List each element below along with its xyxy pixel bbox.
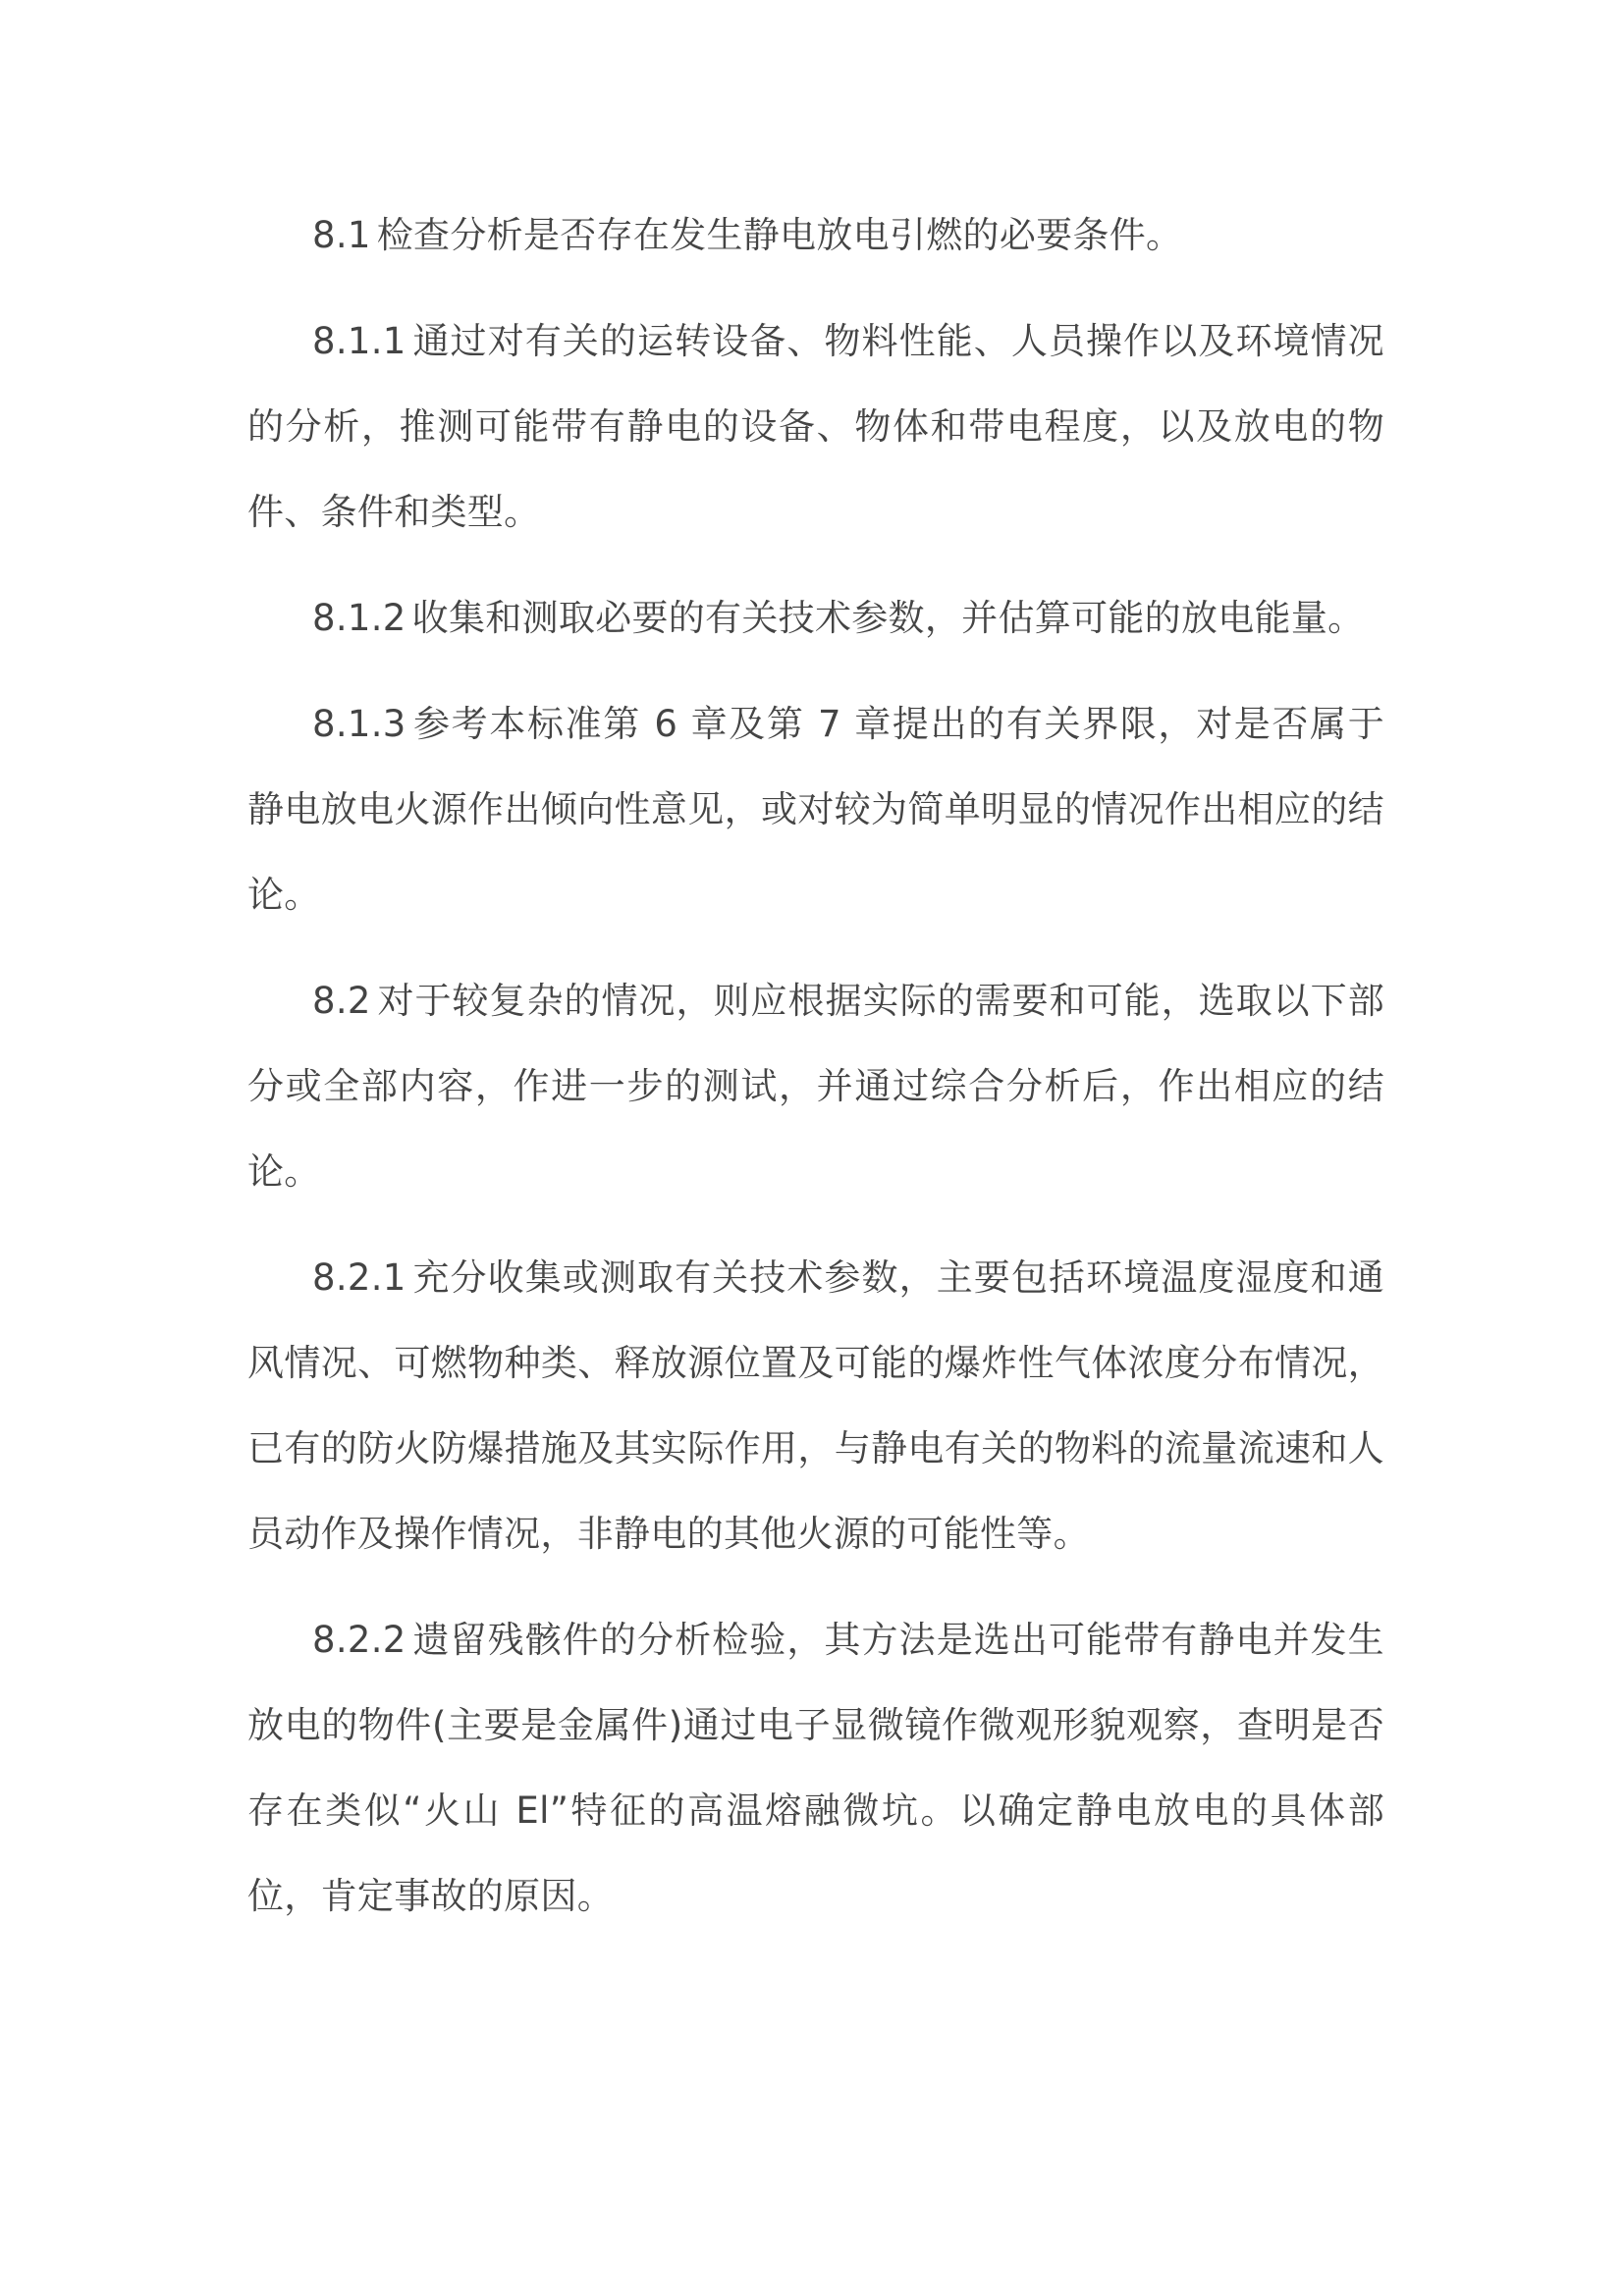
section-number: 8.2.2	[312, 1619, 406, 1661]
paragraph-text: 检查分析是否存在发生静电放电引燃的必要条件。	[376, 214, 1183, 256]
section-number: 8.1.3	[312, 703, 406, 745]
section-number: 8.2	[312, 980, 371, 1022]
section-number: 8.1.2	[312, 597, 406, 639]
paragraph-8-2-2	[247, 1597, 1384, 1939]
paragraph-8-1	[247, 192, 1384, 278]
paragraph-8-2-1	[247, 1235, 1384, 1576]
paragraph-8-2	[247, 958, 1384, 1214]
paragraph-text: 充分收集或测取有关技术参数，主要包括环境温度湿度和通风情况、可燃物种类、释放源位置及可能的爆炸性气体浓度分布情况，已有的防火防爆措施及其实际作用，与静电有关的物料的流量流速和人员动作及操作情况，非静电的其他火源的可能性等。	[247, 1256, 1384, 1555]
paragraph-text: 遗留残骸件的分析检验，其方法是选出可能带有静电并发生放电的物件(主要是金属件)通过电子显微镜作微观形貌观察，查明是否存在类似“火山 El”特征的高温熔融微坑。以确定静电放电的具体部位，肯定事故的原因。	[247, 1619, 1384, 1917]
document-body	[247, 192, 1384, 1959]
section-number: 8.2.1	[312, 1256, 406, 1299]
paragraph-text: 对于较复杂的情况，则应根据实际的需要和可能，选取以下部分或全部内容，作进一步的测试，并通过综合分析后，作出相应的结论。	[247, 980, 1384, 1193]
paragraph-8-1-1	[247, 298, 1384, 555]
paragraph-8-1-3	[247, 681, 1384, 937]
section-number: 8.1.1	[312, 320, 406, 362]
paragraph-8-1-2	[247, 575, 1384, 661]
section-number: 8.1	[312, 214, 371, 256]
paragraph-text: 参考本标准第 6 章及第 7 章提出的有关界限，对是否属于静电放电火源作出倾向性意见，或对较为简单明显的情况作出相应的结论。	[247, 703, 1384, 916]
paragraph-text: 通过对有关的运转设备、物料性能、人员操作以及环境情况的分析，推测可能带有静电的设备、物体和带电程度，以及放电的物件、条件和类型。	[247, 320, 1384, 533]
paragraph-text: 收集和测取必要的有关技术参数，并估算可能的放电能量。	[411, 597, 1365, 639]
